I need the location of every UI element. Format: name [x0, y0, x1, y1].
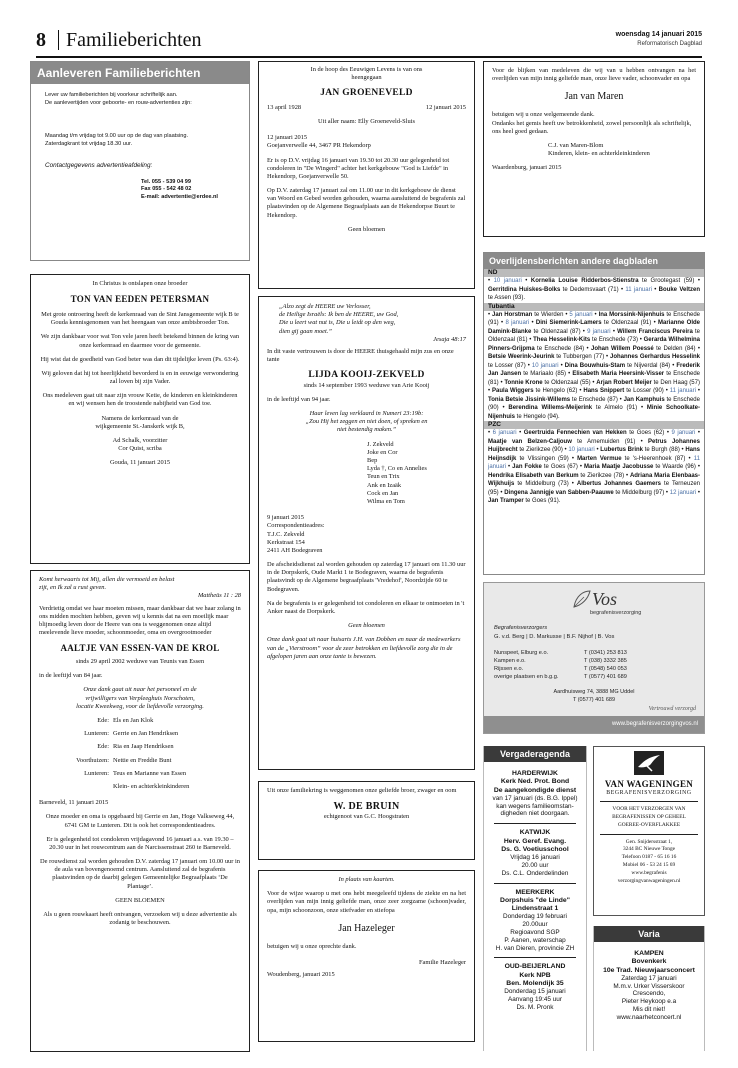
vos-tel: T (0341) 253 813 — [584, 650, 627, 656]
thanks-van-maren — [483, 61, 705, 237]
address-line: Goejanverwelle 44, 3467 PR Hekendorp — [267, 142, 371, 150]
spouse-line: echtgenoot van G.C. Hoogstraten — [323, 813, 410, 821]
paragraph: Ondanks het gemis heeft uw betrokkenheid, zowel persoonlijk als schriftelijk, ons heel goed gedaan. — [492, 119, 692, 135]
obituary-krol — [30, 570, 250, 1052]
vos-url[interactable]: www.begrafenisverzorgingvos.nl — [611, 721, 698, 727]
family-place: Voorthuizen: — [76, 756, 109, 764]
deceased-name: TON VAN EEDEN PETERSMAN — [70, 294, 210, 305]
quote-line: Die u leert wat nut is, Die u leidt op den weg, — [279, 319, 396, 327]
dove-icon — [634, 751, 664, 775]
wageningen-advertisement — [593, 746, 705, 916]
flowers-line: GEEN BLOEMEN — [115, 896, 165, 904]
agenda-line: Ds. M. Pronk — [516, 1003, 554, 1011]
vos-staff: G. v.d. Berg | D. Markusse | B.F. Nijhof | B. Vos — [494, 634, 615, 640]
wageningen-web[interactable]: www.begrafenis — [631, 869, 667, 876]
vos-place: Kampen e.o. — [494, 658, 526, 665]
contact-title: Contactgegevens advertentieafdeling: — [45, 162, 153, 170]
header-separator — [58, 30, 59, 50]
paragraph: Hij wist dat de goedheid van God beter was dan dit tijdelijke leven (Ps. 63:4). — [40, 355, 240, 363]
verse-line: „Zou Hij het zeggen en niet doen, of spreken en — [305, 418, 428, 426]
thanks-hazeleger — [258, 870, 475, 1042]
agenda-heading: Ben. Molendijk 35 — [506, 980, 564, 988]
agenda-item — [486, 889, 584, 953]
closing-line: Geen bloemen — [347, 225, 386, 233]
vos-sub: begrafenisverzorging — [590, 610, 642, 616]
corr-city: 2411 AH Bodegraven — [267, 546, 323, 554]
vos-leaf-icon — [572, 589, 592, 609]
deceased-name: Jan van Maren — [564, 91, 624, 103]
obituary-de-bruin — [258, 781, 475, 860]
thanks-line: vrijwilligers van Verpleeghuis Norschoten, — [85, 694, 195, 702]
varia-heading: Bovenkerk — [631, 958, 667, 966]
page-number: 8 — [36, 29, 46, 51]
thanks-line: Onze dank gaat uit naar het personeel en de — [83, 686, 197, 694]
varia-title: Varia — [594, 926, 704, 942]
varia-line: Mis dit niet! — [632, 1006, 666, 1014]
place-date: Waardenburg, januari 2015 — [492, 164, 562, 172]
verse-line: niet bestendig maken.” — [336, 426, 397, 434]
varia-line: Pieter Heykoop e.a — [621, 998, 677, 1006]
nd-list: • 10 januari • Kornelia Louise Ridderbos-Stienstra te Grootegast (59) • Gerritdina Huiskes-Bolks te Dedemsvaart (71) • 11 januari • Bouke Veltzen te Assen (93). — [488, 278, 700, 302]
obituary-petersman — [30, 274, 250, 564]
date-line: 9 januari 2015 — [267, 514, 304, 522]
agenda-line: 20.00 uur — [521, 861, 549, 869]
aanleveren-line: Maandag t/m vrijdag tot 9.00 uur op de dag van plaatsing. — [45, 133, 189, 140]
agenda-item — [486, 770, 584, 818]
section-title: Familieberichten — [66, 29, 202, 51]
varia-line: Zaterdag 17 januari — [621, 974, 677, 982]
agenda-heading: De aangekondigde dienst — [493, 786, 577, 794]
paragraph: Wij geloven dat hij tot heerlijkheid bevorderd is en in eeuwige verwondering zal loven bij zijn Vader. — [41, 369, 239, 386]
paragraph: Onze moeder en oma is opgebaard bij Gerrie en Jan, Hoge Valkseweg 44, 6741 GM te Lunteren. Dit is ook het correspondentieadres. — [45, 813, 235, 829]
vos-staff-title: Begrafenisverzorgers — [494, 625, 548, 631]
agenda-heading: Lindenstraat 1 — [511, 905, 559, 913]
header-rule — [36, 56, 702, 58]
vos-brand: Vos — [592, 589, 618, 609]
signature: Ad Schalk, voorzitter — [112, 437, 168, 445]
agenda-line: digheden niet doorgaan. — [500, 810, 570, 818]
vos-advertisement — [483, 582, 705, 734]
family-names: Ria en Jaap Hendriksen — [113, 743, 174, 751]
deceased-name: LIJDA KOOIJ-ZEKVELD — [308, 370, 425, 381]
vos-place: overige plaatsen en b.g.g. — [494, 674, 559, 681]
aanleveren-line: Lever uw familieberichten bij voorkeur schriftelijk aan. — [45, 92, 178, 98]
paragraph: Als u geen rouwkaart heeft ontvangen, verzoeken wij u deze advertentie als zodanig te beschouwen. — [43, 911, 237, 927]
quote-reference: Jesaja 48:17 — [433, 335, 466, 343]
corr-name: T.J.C. Zekveld — [267, 530, 305, 538]
family-names: Gerrie en Jan Hendriksen — [113, 730, 179, 738]
wageningen-mobile: Mobiel 06 - 53 24 15 69 — [622, 862, 676, 869]
wageningen-desc: VOOR HET VERZORGEN VAN — [612, 806, 686, 813]
place-date: Woudenberg, januari 2015 — [267, 971, 335, 979]
age-line: in de leeftijd van 94 jaar. — [267, 395, 331, 403]
vergaderagenda — [483, 746, 587, 1051]
quote-line: zijt, en Ik zal u rust geven. — [39, 584, 107, 592]
agenda-heading: Dorpshuis "de Linde" — [500, 896, 570, 904]
place-date: Gouda, 11 januari 2015 — [109, 459, 171, 467]
paragraph: Er is gelegenheid tot condoleren vrijdagavond 16 januari a.s. van 19.30 – 20.30 uur in het rouwcentrum aan de Narcissenstraat 260 te Barneveld. — [46, 835, 234, 851]
agenda-heading: Kerk Ned. Prot. Bond — [500, 778, 570, 786]
varia-heading: 10e Trad. Nieuwjaarsconcert — [603, 966, 695, 974]
vos-tel: T (038) 3332 385 — [584, 658, 627, 665]
wageningen-desc: BEGRAFENISSEN OP GEHEEL — [612, 813, 686, 820]
deceased-name: W. DE BRUIN — [333, 801, 400, 813]
wageningen-desc: GOEREE-OVERFLAKKEE — [617, 821, 681, 828]
vos-address: Aardhuisweg 74, 3888 MG Uddel — [553, 689, 635, 695]
family-list — [367, 441, 466, 507]
wageningen-web[interactable]: verzorgingvanwageningen.nl — [617, 877, 681, 884]
agenda-line: Vrijdag 16 januari — [510, 854, 560, 862]
family-place: Lunteren: — [84, 769, 109, 777]
deceased-name: AALTJE VAN ESSEN-VAN DE KROL — [60, 643, 220, 654]
agenda-line: H. van Dieren, provincie ZH — [495, 944, 575, 952]
family-place: Lunteren: — [84, 730, 109, 738]
paragraph: Er is op D.V. vrijdag 16 januari van 19.30 tot 20.30 uur gelegenheid tot condoleren in "De Wingerd" achter het kerkgebouw "God is Liefde" in Hekendorp, Goejanverwelle 50. — [267, 156, 450, 180]
quote-line: „Alzo zegt de HEERE uw Verlosser, — [279, 303, 371, 310]
widow-line: sinds 14 september 1993 weduwe van Arie Kooij — [303, 381, 430, 389]
family-member: Ank en Izaäk — [367, 481, 402, 489]
death-date: 12 januari 2015 — [425, 103, 466, 111]
agenda-item — [486, 829, 584, 877]
contact-tel: Tel. 055 - 539 04 99 — [141, 178, 191, 185]
agenda-line: Regioavond SGP — [510, 929, 560, 937]
flowers-line: Geen bloemen — [348, 622, 385, 630]
paragraph: betuigen wij u onze oprechte dank. — [267, 942, 357, 950]
agenda-line: Donderdag 15 januari — [504, 988, 566, 996]
intro-line: In plaats van kaarten. — [338, 876, 395, 883]
family-member: Cock en Jan — [367, 489, 399, 497]
paragraph: Na de begrafenis is er gelegenheid tot condoleren en elkaar te ontmoeten in 't Anker naast de Dorpskerk. — [267, 599, 465, 616]
vos-tel: T (0577) 401 689 — [584, 674, 627, 681]
family-place — [39, 783, 113, 791]
family-table — [39, 717, 241, 791]
corr-street: Kerkstraat 154 — [267, 538, 305, 546]
agenda-title: Vergaderagenda — [484, 746, 586, 762]
age-line: in de leeftijd van 84 jaar. — [39, 672, 103, 680]
varia — [593, 926, 705, 1051]
paragraph: De afscheidsdienst zal worden gehouden op zaterdag 17 januari om 11.30 uur in de Dorpskerk, Oude Markt 1 te Bodegraven, waarna de begrafenis plaatsvindt op de Algemene begraafplaats 'Vredehof', Noordzijde 60 te Bodegraven. — [267, 561, 466, 593]
varia-line: Crescendo, — [632, 990, 666, 998]
agenda-line: P. Aanen, waterschap — [504, 936, 566, 944]
paragraph: We zijn dankbaar voor wat Ton vele jaren heeft betekend binnen de kring van onze kerkenraad en daarmee voor de gemeente. — [40, 333, 240, 349]
contact-fax: Fax 055 - 542 48 02 — [141, 186, 192, 193]
family-place: Ede: — [97, 743, 109, 751]
paragraph: De rouwdienst zal worden gehouden D.V. zaterdag 17 januari om 10.00 uur in de aula van bovengenoemd centrum. Aansluitend zal de begrafenis plaatsvinden op de daarbij gelegen Gemeentelijke Begraafplaats ‘De Plantage’. — [40, 858, 240, 890]
family-member: Wilma en Tom — [367, 497, 405, 505]
deceased-name: Jan Hazeleger — [338, 922, 395, 934]
family-names: Els en Jan Klok — [113, 717, 154, 725]
quote-line: Komt herwaarts tot Mij, allen die vermoeid en belast — [39, 576, 175, 583]
quote-line: de Heilige Israëls: Ik ben de HEERE, uw God, — [279, 311, 399, 319]
family-member: Teun en Trix — [367, 473, 400, 481]
issue-date: woensdag 14 januari 2015 — [615, 31, 702, 38]
vos-tel: T (0548) 540 053 — [584, 666, 627, 673]
vos-slogan: Vertrouwd verzorgd — [648, 706, 696, 712]
wageningen-sub: BEGRAFENISVERZORGING — [606, 790, 692, 797]
dates-row — [267, 104, 466, 112]
family-names: Klein- en achterkleinkinderen — [113, 782, 190, 790]
intro-line: heengegaan — [351, 74, 382, 82]
agenda-line: van 17 januari (ds. B.G. Ippel) — [492, 794, 578, 802]
intro-line: In de hoop des Eeuwigen Levens is van ons — [310, 66, 423, 73]
wageningen-address: Gen. Snijdersstraat 1, — [625, 838, 673, 845]
agenda-line: Aanvang 19:45 uur — [507, 996, 562, 1004]
overlijdens-box — [483, 252, 705, 575]
varia-link[interactable]: www.naarhetconcert.nl — [616, 1013, 682, 1021]
vos-place: Rijssen e.o. — [494, 666, 524, 673]
agenda-heading: Kerk NPB — [519, 971, 551, 979]
agenda-line: kan wegens familieomstan- — [496, 802, 574, 810]
family-member: Bep — [367, 457, 378, 465]
agenda-heading: Ds. G. Voetiusschool — [501, 845, 569, 853]
wageningen-name: VAN WAGENINGEN — [604, 779, 694, 790]
tubantia-list: • Jan Horstman te Wierden • 5 januari • Ina Morssink-Nijenhuis te Enschede (91) • 8 januari • Dini Siemerink-Lamers te Oldenzaal (91) • Marianne Olde Damink-Blanke te Oldenzaal (87) • 9 januari • Willem Franciscus Pereira te Oldenzaal (81) • Thea Hesselink-Kits te Enschede (73) • Gerarda Wilhelmina Pinners-Grijpma te Enschede (84) • Johan Willem Poessé te Delden (84) • Betsie Weerink-Jeurink te Tubbergen (77) • Johannes Gerhardus Hesselink te Losser (87) • 10 januari • Dina Bouwhuis-Stam te Nijverdal (84) • Frederik Jan Jansen te Mariaalo (85) • Elisabeth Maria Heersink-Visser te Enschede (81) • Tonnie Krone te Oldenzaal (55) • Arjan Robert Meijer te Den Haag (57) • Paula Wiggers te Hengelo (62) • Hans Snippert te Losser (90) • 11 januari • Tonia Betsie Jissink-Willems te Enschede (87) • Jan Kamphuis te Enschede (90) • Berendina Willems-Meijerink te Almelo (91) • Minie Schoolkate-Nijenhuis te Hengelo (94). — [488, 311, 701, 420]
newspaper-name: Reformatorisch Dagblad — [637, 41, 702, 47]
pzc-tag: PZC — [484, 421, 704, 429]
paragraph: Ons medeleven gaat uit naar zijn vrouw Ketie, de kinderen en kleinkinderen en wij wensen hen de troostende nabijheid van God toe. — [42, 392, 238, 408]
paragraph: Met grote ontroering heeft de kerkenraad van de Sint Jansgemeente wijk B te Gouda kennisgenomen van het heengaan van onze ambtsbroeder Ton. — [41, 310, 239, 327]
widow-line: sinds 29 april 2002 weduwe van Teunis van Essen — [75, 658, 205, 666]
paragraph: Op D.V. zaterdag 17 januari zal om 11.00 uur in dit kerkgebouw de dienst van Woord en Gebed worden gehouden, waarna aansluitend de begrafenis zal plaatsvinden op de Algemene Begraafplaats aan de Hekendorpse Buurt te Hekendorp. — [267, 187, 466, 219]
signature: C.J. van Maren-Blom — [548, 141, 604, 149]
agenda-heading: OUD-BEIJERLAND — [504, 963, 566, 971]
agenda-line: Donderdag 19 februari — [503, 913, 567, 921]
aanleveren-line: Zaterdagkrant tot vrijdag 18.30 uur. — [45, 140, 133, 147]
signature: wijkgemeente St.-Janskerk wijk B, — [95, 422, 185, 430]
intro-line: In Christus is ontslapen onze broeder — [92, 280, 188, 287]
wageningen-address: 3244 BC Nieuwe Tonge — [622, 846, 676, 853]
overlijdens-title: Overlijdensberichten andere dagbladen — [484, 253, 704, 269]
intro-line: In dit vaste vertrouwen is door de HEERE thuisgehaald mijn zus en onze tante — [267, 347, 454, 364]
family-line: Uit aller naam: Elly Groeneveld-Sluis — [318, 117, 415, 125]
birth-date: 13 april 1928 — [267, 103, 302, 111]
paragraph: Voor de wijze waarop u met ons hebt meegeleefd tijdens de ziekte en na het overlijden van mijn innig geliefde man, onze zeer zorgzame (schoon)vader, opa, mijn schoonzoon, onze stiefvader en stiefopa — [267, 890, 466, 914]
paragraph: Verdrietig omdat we haar moeten missen, maar dankbaar dat we haar zolang in ons midden mochten hebben, geven wij u kennis dat na een moeilijk maar blijmoedig leven door de Heere van ons is weggenomen onze altijd meelevende lieve moeder, schoonmoeder, oma en overgrootmoeder — [39, 604, 241, 637]
agenda-heading: MEERKERK — [515, 888, 555, 896]
agenda-heading: Herv. Geref. Evang. — [503, 837, 567, 845]
family-names: Teus en Marianne van Essen — [113, 769, 187, 777]
wageningen-tel: Telefoon 0187 - 65 16 16 — [621, 854, 677, 861]
date-line: Barneveld, 11 januari 2015 — [39, 799, 109, 807]
family-place: Ede: — [97, 717, 109, 725]
contact-email: E-mail: advertentie@erdee.nl — [141, 193, 218, 200]
aanleveren-line: De aanlevertijden voor geboorte- en rouw-advertenties zijn: — [45, 99, 192, 106]
agenda-line: 20.00uur — [522, 921, 548, 929]
date-line: 12 januari 2015 — [267, 134, 308, 142]
signature: Cor Quist, scriba — [118, 445, 162, 453]
varia-heading: KAMPEN — [634, 950, 664, 957]
pzc-list: • 6 januari • Geertruida Fennechien van Hekken te Goes (62) • 9 januari • Maatje van Belzen-Caljouw te Arnemuiden (91) • Petrus Johannes Huijbrecht te Zierikzee (90) • 10 januari • Lubertus Brink te Burgh (88) • Hans Heijnsdijk te Vlissingen (59) • Marten Vermue te 's-Heerenhoek (87) • 11 januari • Jan Fokke te Goes (67) • Maria Maatje Jacobusse te Waarde (96) • Hendrika Elisabeth van Berkum te Zierikzee (78) • Adriana Maria Elenbaas-Wijkhuijs te Middelburg (73) • Albertus Johannes Gaemers te Terneuzen (95) • Dingena Jannigje van Sabben-Paauwe te Middelburg (97) • 12 januari • Jan Tramper te Goes (91). — [488, 430, 701, 505]
deceased-name: JAN GROENEVELD — [320, 88, 413, 99]
aanleveren-title: Aanleveren Familieberichten — [31, 62, 249, 84]
agenda-heading: HARDERWIJK — [512, 770, 558, 777]
family-names: Nettie en Freddie Bunt — [113, 756, 172, 764]
agenda-item — [486, 963, 584, 1011]
signature: Kinderen, klein- en achterkleinkinderen — [548, 150, 650, 158]
agenda-line: Ds. C.L. Onderdelinden — [501, 869, 569, 877]
vos-address-tel: T (0577) 401 689 — [572, 697, 616, 703]
corr-label: Correspondentieadres: — [267, 522, 325, 530]
agenda-heading: KATWIJK — [519, 829, 551, 837]
family-member: J. Zekveld — [367, 440, 394, 448]
intro-line: Uit onze familiekring is weggenomen onze geliefde broer, zwager en oom — [267, 787, 457, 794]
nd-tag: ND — [484, 269, 704, 277]
obituary-kooij — [258, 296, 475, 770]
family-member: Joke en Cor — [367, 448, 398, 456]
paragraph: betuigen wij u onze welgemeende dank. — [492, 111, 595, 119]
signature: Namens de kerkenraad van de — [101, 414, 179, 422]
tubantia-tag: Tubantia — [484, 303, 704, 311]
obituary-groeneveld — [258, 61, 475, 289]
verse-line: Haar leven lag verklaard in Numeri 23:19b: — [309, 410, 424, 418]
quote-line: dien gij gaan moet.” — [279, 327, 332, 335]
varia-line: M.m.v. Urker Visserskoor — [613, 982, 685, 990]
thanks-paragraph: Onze dank gaat uit naar huisarts J.H. van Dobben en naar de medewerkers van de „Vierstroom” voor de zeer betrokken en liefdevolle zorg die in de afgelopen jaren aan onze tante is bewezen. — [267, 636, 461, 660]
thanks-line: locatie Kweekweg, voor de liefdevolle verzorging. — [76, 702, 204, 710]
signature: Familie Hazeleger — [418, 958, 466, 966]
vos-place: Nunspeet, Elburg e.o. — [494, 650, 549, 656]
paragraph: Voor de blijken van medeleven die wij van u hebben ontvangen na het overlijden van mijn innig geliefde man, onze lieve vader, schoonvader en opa — [492, 67, 696, 83]
aanleveren-box — [30, 61, 250, 261]
quote-reference: Mattheüs 11 : 28 — [197, 592, 241, 600]
family-member: Lyda †, Co en Annelies — [367, 465, 427, 473]
